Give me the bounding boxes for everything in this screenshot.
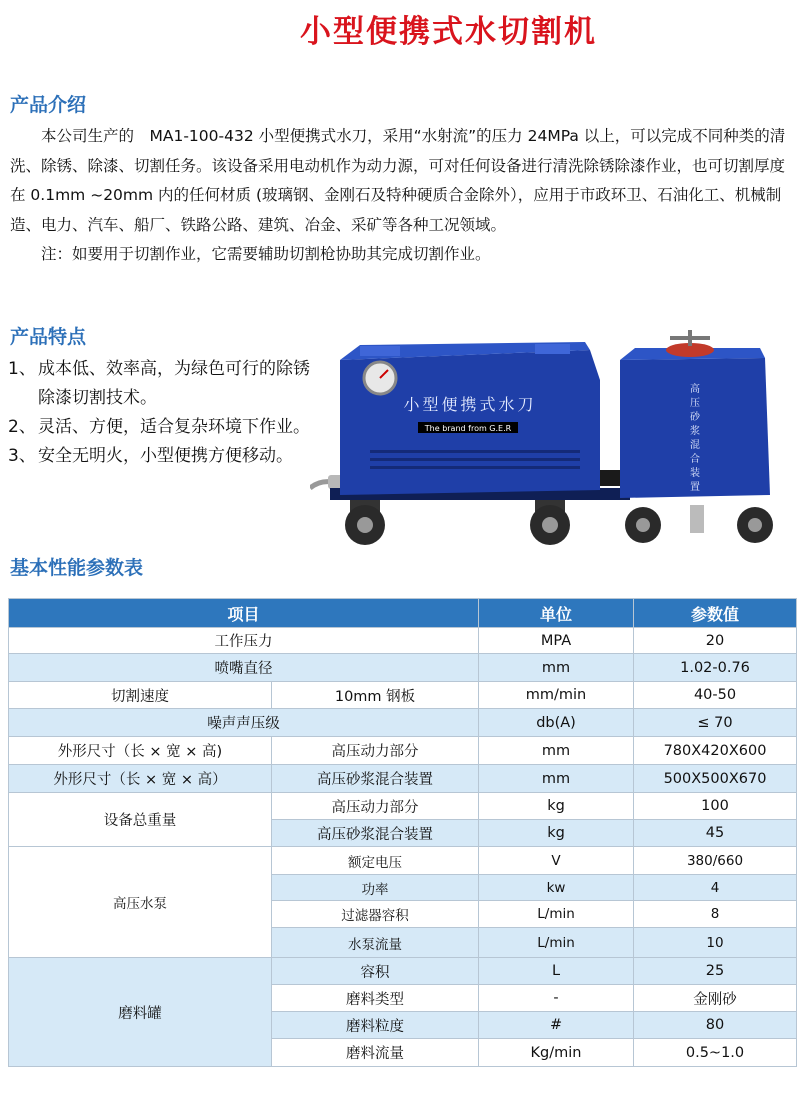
feature-item — [8, 413, 313, 442]
row-unit: L/min — [479, 928, 634, 958]
row-value: 380/660 — [634, 847, 797, 875]
row-unit: V — [479, 847, 634, 875]
feature-number: 3、 — [8, 446, 36, 466]
machine-photo — [310, 320, 800, 555]
row-unit: mm — [479, 737, 634, 765]
row-unit: kw — [479, 875, 634, 901]
wheel-icon — [530, 500, 570, 545]
features-heading: 产品特点 — [10, 326, 87, 348]
feature-text: 灵活、方便，适合复杂环境下作业。 — [38, 417, 310, 437]
side-label-char: 合 — [690, 454, 700, 465]
side-label-char: 浆 — [690, 426, 700, 437]
spec-table — [8, 598, 797, 1067]
side-label-char: 砂 — [690, 412, 700, 423]
outlet-pipe-icon — [690, 505, 704, 533]
row-value: 780X420X600 — [634, 737, 797, 765]
feature-text: 成本低、效率高，为绿色可行的除锈除漆切割技术。 — [38, 359, 310, 408]
row-value: 100 — [634, 793, 797, 820]
row-value: 40-50 — [634, 682, 797, 709]
wheel-icon — [625, 507, 661, 543]
side-label-char: 混 — [690, 440, 700, 451]
row-value: 500X500X670 — [634, 765, 797, 793]
row-value: 1.02-0.76 — [634, 654, 797, 682]
side-label-char: 压 — [690, 398, 700, 409]
intro-paragraph: 本公司生产的 MA1-100-432 小型便携式水刀，采用“水射流”的压力 24MPa 以上，可以完成不同种类的清洗、除锈、除漆、切割任务。该设备采用电动机作为动力源，可对任何设备进行清洗除锈除漆作业，也可切割厚度在 0.1mm ~20mm 内的任何材质 (玻璃钢、金刚石及特种硬质合金除外），应用于市政环卫、石油化工、机械制造、电力、汽车、船厂、铁路公路、建筑、冶金、采矿等各种工况领域。 — [10, 127, 786, 234]
row-sublabel: 功率 — [272, 875, 479, 901]
row-sublabel: 高压砂浆混合装置 — [272, 765, 479, 793]
brand-label: The brand from G.E.R — [424, 424, 512, 433]
row-value: 10 — [634, 928, 797, 958]
machine-label: 小型便携式水刀 — [403, 395, 537, 414]
row-unit: Kg/min — [479, 1039, 634, 1067]
intro-note: 注：如要用于切割作业，它需要辅助切割枪协助其完成切割作业。 — [41, 245, 491, 263]
row-sublabel: 磨料粒度 — [272, 1012, 479, 1039]
row-unit: # — [479, 1012, 634, 1039]
handle-icon — [535, 344, 570, 354]
handle-icon — [360, 346, 400, 356]
row-label: 切割速度 — [9, 682, 272, 709]
table-row — [9, 765, 797, 793]
intro-heading: 产品介绍 — [10, 94, 87, 116]
row-value: 8 — [634, 901, 797, 928]
feature-item — [8, 355, 313, 413]
header-value: 参数值 — [634, 599, 797, 628]
side-label-char: 高 — [690, 384, 700, 395]
table-header-row — [9, 599, 797, 628]
table-row — [9, 737, 797, 765]
row-unit: L/min — [479, 901, 634, 928]
wheel-icon — [737, 507, 773, 543]
group-label-tank: 磨料罐 — [9, 958, 272, 1067]
row-unit: - — [479, 985, 634, 1012]
table-row — [9, 654, 797, 682]
row-value: 4 — [634, 875, 797, 901]
group-label-pump: 高压水泵 — [9, 847, 272, 958]
row-unit: mm — [479, 654, 634, 682]
table-row — [9, 628, 797, 654]
page-title: 小型便携式水切割机 — [300, 14, 597, 50]
header-item: 项目 — [9, 599, 479, 628]
row-value: 金刚砂 — [634, 985, 797, 1012]
row-unit: L — [479, 958, 634, 985]
table-heading: 基本性能参数表 — [10, 557, 144, 579]
row-sublabel: 高压动力部分 — [272, 793, 479, 820]
row-sublabel: 容积 — [272, 958, 479, 985]
row-label: 噪声声压级 — [9, 709, 479, 737]
wheel-icon — [345, 500, 385, 545]
row-unit: MPA — [479, 628, 634, 654]
features-list — [8, 355, 313, 471]
feature-text: 安全无明火，小型便携方便移动。 — [38, 446, 293, 466]
vent-icon — [370, 450, 580, 469]
row-sublabel: 高压动力部分 — [272, 737, 479, 765]
table-row — [9, 709, 797, 737]
table-row — [9, 793, 797, 820]
row-value: 80 — [634, 1012, 797, 1039]
table-row — [9, 847, 797, 875]
row-sublabel: 过滤器容积 — [272, 901, 479, 928]
row-unit: mm/min — [479, 682, 634, 709]
row-sublabel: 额定电压 — [272, 847, 479, 875]
row-sublabel: 高压砂浆混合装置 — [272, 820, 479, 847]
row-value: 0.5~1.0 — [634, 1039, 797, 1067]
group-label-weight: 设备总重量 — [9, 793, 272, 847]
side-label-char: 装 — [690, 468, 700, 479]
header-unit: 单位 — [479, 599, 634, 628]
table-row — [9, 682, 797, 709]
row-label: 喷嘴直径 — [9, 654, 479, 682]
row-label: 外形尺寸（长 × 宽 × 高） — [9, 765, 272, 793]
row-sublabel: 水泵流量 — [272, 928, 479, 958]
row-sublabel: 10mm 钢板 — [272, 682, 479, 709]
row-value: 25 — [634, 958, 797, 985]
side-label-char: 置 — [690, 482, 700, 493]
row-value: 45 — [634, 820, 797, 847]
row-unit: mm — [479, 765, 634, 793]
intro-body — [10, 122, 795, 270]
row-value: ≤ 70 — [634, 709, 797, 737]
row-unit: db(A) — [479, 709, 634, 737]
row-unit: kg — [479, 820, 634, 847]
row-value: 20 — [634, 628, 797, 654]
feature-item — [8, 442, 313, 471]
row-sublabel: 磨料类型 — [272, 985, 479, 1012]
row-unit: kg — [479, 793, 634, 820]
feature-number: 2、 — [8, 417, 36, 437]
row-label: 外形尺寸（长 × 宽 × 高) — [9, 737, 272, 765]
row-sublabel: 磨料流量 — [272, 1039, 479, 1067]
table-row — [9, 958, 797, 985]
feature-number: 1、 — [8, 359, 36, 379]
row-label: 工作压力 — [9, 628, 479, 654]
